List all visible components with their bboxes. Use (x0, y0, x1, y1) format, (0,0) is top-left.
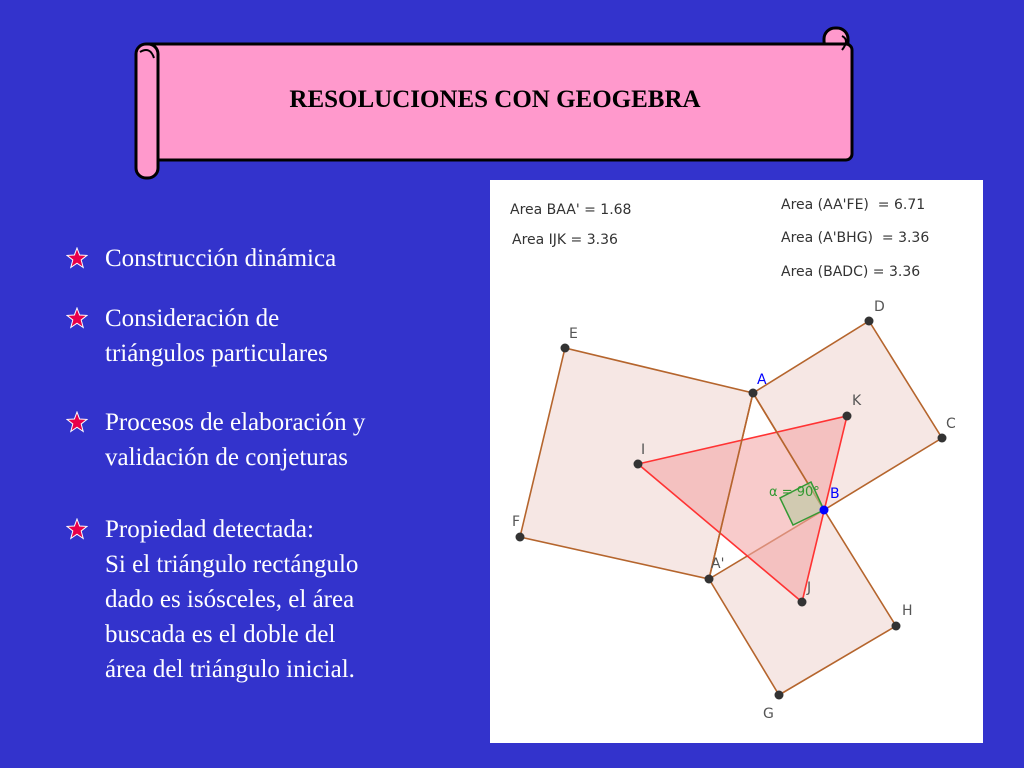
geogebra-figure (490, 180, 983, 743)
point-aprime (705, 575, 714, 584)
area-ijk: Area IJK = 3.36 (512, 232, 618, 248)
label-i: I (641, 442, 646, 458)
point-i (634, 460, 643, 469)
point-f (516, 533, 525, 542)
point-j (798, 598, 807, 607)
star-bullet-icon (66, 518, 88, 540)
area-baa: Area BAA' = 1.68 (510, 202, 632, 218)
label-f: F (512, 514, 521, 530)
point-d (865, 317, 874, 326)
bullet-text: Propiedad detectada: Si el triángulo rectángulo dado es isósceles, el área buscada es el doble del área del triángulo inicial. (105, 516, 359, 683)
star-bullet-icon (66, 247, 88, 269)
area-abhg: Area (A'BHG) = 3.36 (781, 230, 930, 246)
point-a (749, 389, 758, 398)
star-bullet-icon (66, 307, 88, 329)
label-a: A (757, 372, 767, 388)
label-c: C (946, 416, 956, 432)
geogebra-canvas (490, 180, 983, 743)
bullet-text: Construcción dinámica (105, 245, 337, 272)
point-b (820, 506, 829, 515)
point-g (775, 691, 784, 700)
point-h (892, 622, 901, 631)
label-h: H (902, 603, 913, 619)
label-j: J (807, 580, 812, 596)
bullet-text: Procesos de elaboración y validación de conjeturas (105, 409, 366, 471)
angle-label: α = 90° (769, 485, 820, 500)
label-k: K (852, 393, 862, 409)
page-title: RESOLUCIONES CON GEOGEBRA (289, 86, 701, 113)
star-bullet-icon (66, 411, 88, 433)
bullet-text: Consideración de triángulos particulares (105, 305, 328, 367)
area-badc: Area (BADC) = 3.36 (781, 264, 921, 280)
point-c (938, 434, 947, 443)
label-g: G (763, 706, 774, 722)
label-b: B (830, 486, 840, 502)
point-e (561, 344, 570, 353)
label-aprime: A' (711, 556, 725, 572)
label-e: E (569, 326, 578, 342)
point-k (843, 412, 852, 421)
label-d: D (874, 299, 885, 315)
area-aafe: Area (AA'FE) = 6.71 (781, 197, 926, 213)
